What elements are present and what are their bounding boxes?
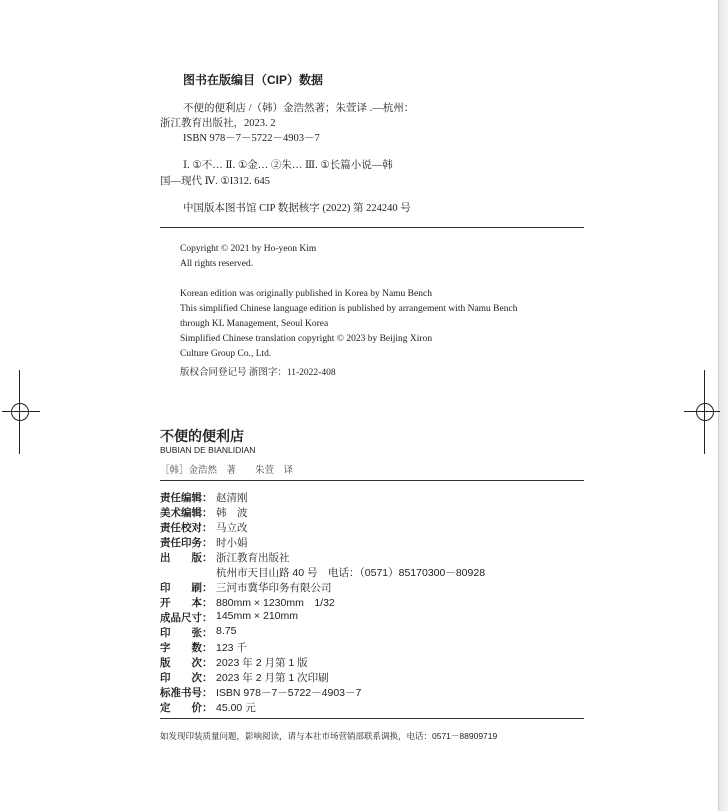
divider <box>160 718 584 719</box>
fact-row <box>160 685 361 700</box>
fact-value: 880mm × 1230mm 1/32 <box>216 597 335 609</box>
book-pinyin: BUBIAN DE BIANLIDIAN <box>160 445 256 455</box>
fact-label: 字 数： <box>160 642 213 654</box>
fact-row <box>160 640 247 655</box>
cip-line: Ⅰ. ①不… Ⅱ. ①金… ②朱… Ⅲ. ①长篇小说—韩 <box>183 160 393 171</box>
fact-label: 定 价： <box>160 702 213 714</box>
fact-row <box>160 670 329 685</box>
cip-line: 浙江教育出版社，2023. 2 <box>160 118 276 129</box>
copyright-line: All rights reserved. <box>180 259 254 269</box>
fact-label: 责任校对： <box>160 522 213 534</box>
fact-value: 8.75 <box>216 625 237 637</box>
footer-note: 如发现印装质量问题，影响阅读，请与本社市场营销部联系调换，电话：0571－88909719 <box>160 731 498 741</box>
fact-row <box>160 565 485 580</box>
cip-line: 中国版本图书馆 CIP 数据核字 (2022) 第 224240 号 <box>183 203 411 214</box>
fact-value: 145mm × 210mm <box>216 610 298 622</box>
fact-row <box>160 580 332 595</box>
cip-line: 国—现代 Ⅳ. ①I312. 645 <box>160 176 271 187</box>
fact-row <box>160 700 256 715</box>
fact-value: 时小娟 <box>216 537 248 549</box>
fact-value: 浙江教育出版社 <box>216 552 290 564</box>
fact-label: 成品尺寸： <box>160 612 213 624</box>
divider <box>160 480 584 481</box>
fact-value: 韩 波 <box>216 507 248 519</box>
fact-value: 杭州市天目山路 40 号 电话：（0571）85170300－80928 <box>216 567 486 579</box>
copyright-line: Copyright © 2021 by Ho-yeon Kim <box>180 244 317 254</box>
fact-row <box>160 595 335 610</box>
cip-title: 图书在版编目（CIP）数据 <box>183 73 324 87</box>
fact-label: 美术编辑： <box>160 507 213 519</box>
copyright-line: This simplified Chinese language edition is published by arrangement with Namu Bench <box>180 304 518 314</box>
fact-row <box>160 655 308 670</box>
fact-value: 2023 年 2 月第 1 次印刷 <box>216 672 329 684</box>
copyright-line: Culture Group Co., Ltd. <box>180 349 272 359</box>
fact-label: 标准书号： <box>160 687 213 699</box>
fact-label: 版 次： <box>160 657 213 669</box>
fact-row <box>160 610 298 625</box>
fact-row <box>160 520 248 535</box>
page-edge <box>718 0 728 811</box>
book-title: 不便的便利店 <box>160 428 244 444</box>
fact-row <box>160 550 290 565</box>
fact-label: 印 次： <box>160 672 213 684</box>
fact-label: 开 本： <box>160 597 213 609</box>
fact-value: 45.00 元 <box>216 702 256 714</box>
fact-value: 赵清刚 <box>216 492 248 504</box>
copyright-line: Simplified Chinese translation copyright © 2023 by Beijing Xiron <box>180 334 433 344</box>
copyright-line: Korean edition was originally published in Korea by Namu Bench <box>180 289 432 299</box>
fact-row <box>160 535 248 550</box>
fact-label <box>160 565 216 580</box>
cip-line: ISBN 978－7－5722－4903－7 <box>183 133 320 144</box>
copyright-line: through KL Management, Seoul Korea <box>180 319 329 329</box>
cip-line: 不便的便利店 /（韩）金浩然著；朱萱译 .—杭州： <box>183 103 415 114</box>
fact-row <box>160 625 236 640</box>
fact-value: 123 千 <box>216 642 247 654</box>
fact-row <box>160 505 248 520</box>
fact-value: ISBN 978－7－5722－4903－7 <box>216 687 362 699</box>
copyright-line: 版权合同登记号 浙图字：11-2022-408 <box>180 368 336 378</box>
divider <box>160 227 584 228</box>
fact-label: 印 刷： <box>160 582 213 594</box>
fact-row <box>160 490 248 505</box>
fact-label: 出 版： <box>160 552 213 564</box>
fact-value: 马立改 <box>216 522 248 534</box>
fact-value: 2023 年 2 月第 1 版 <box>216 657 308 669</box>
book-authors: ［韩］金浩然 著 朱萱 译 <box>160 466 294 476</box>
fact-label: 责任编辑： <box>160 492 213 504</box>
fact-value: 三河市冀华印务有限公司 <box>216 582 332 594</box>
fact-label: 印 张： <box>160 627 213 639</box>
fact-label: 责任印务： <box>160 537 213 549</box>
